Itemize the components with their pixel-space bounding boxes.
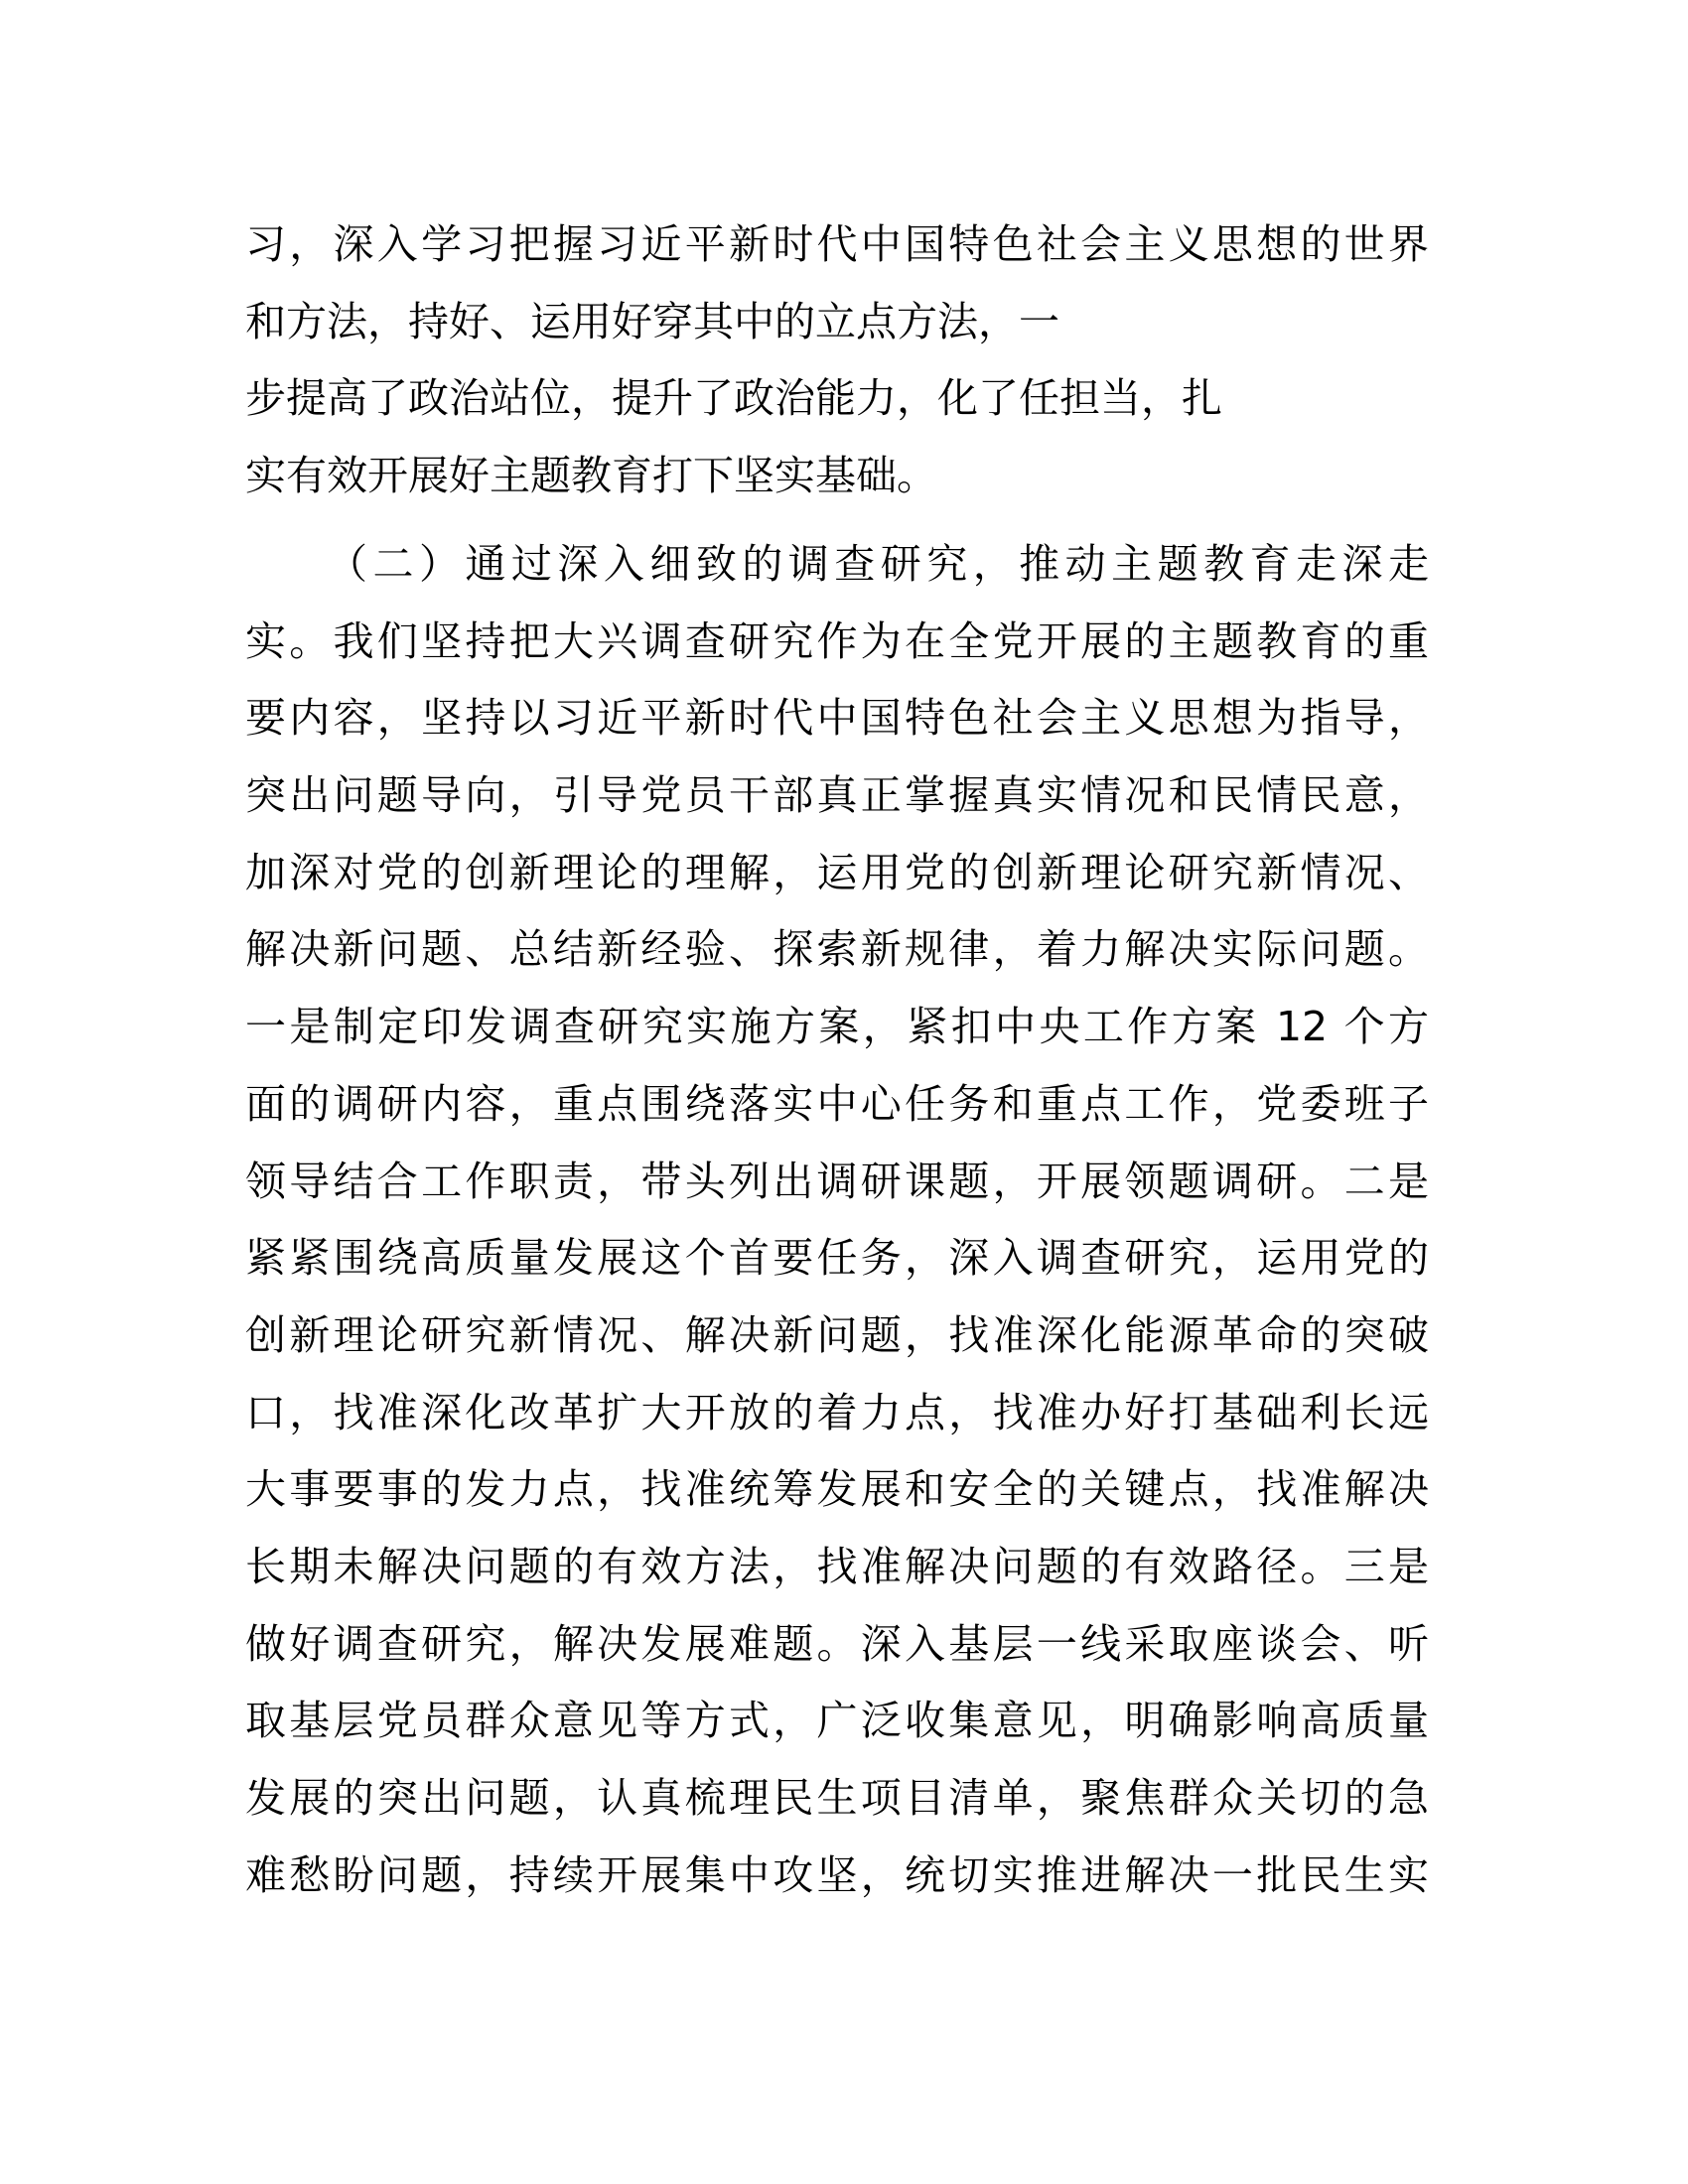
text-line: 口，找准深化改革扩大开放的着力点，找准办好打基础利长远 — [245, 1388, 1429, 1436]
text-line: 加深对党的创新理论的理解，运用党的创新理论研究新情况、 — [245, 848, 1429, 896]
text-line: 紧紧围绕高质量发展这个首要任务，深入调查研究，运用党的 — [245, 1234, 1429, 1283]
text-line: 解决新问题、总结新经验、探索新规律，着力解决实际问题。 — [245, 925, 1429, 974]
section-heading-line: （二）通过深入细致的调查研究，推动主题教育走深走 — [327, 540, 1429, 588]
text-line: 步提高了政治站位，提升了政治能力，化了任担当，扎 — [245, 374, 1222, 423]
text-line: 做好调查研究，解决发展难题。深入基层一线采取座谈会、听 — [245, 1619, 1429, 1668]
text-line: 发展的突出问题，认真梳理民生项目清单，聚焦群众关切的急 — [245, 1774, 1429, 1822]
text-line: 要内容，坚持以习近平新时代中国特色社会主义思想为指导， — [245, 694, 1429, 743]
text-line: 突出问题导向，引导党员干部真正掌握真实情况和民情民意， — [245, 771, 1429, 820]
text-line: 取基层党员群众意见等方式，广泛收集意见，明确影响高质量 — [245, 1697, 1429, 1745]
paragraph-2 — [245, 526, 1429, 1914]
text-line: 面的调研内容，重点围绕落实中心任务和重点工作，党委班子 — [245, 1079, 1429, 1128]
text-line: 和方法，持好、运用好穿其中的立点方法，一 — [245, 297, 1059, 345]
text-line: 大事要事的发力点，找准统筹发展和安全的关键点，找准解决 — [245, 1465, 1429, 1514]
text-line: 习，深入学习把握习近平新时代中国特色社会主义思想的世界 — [245, 220, 1429, 268]
text-line: 创新理论研究新情况、解决新问题，找准深化能源革命的突破 — [245, 1310, 1429, 1359]
text-line: 长期未解决问题的有效方法，找准解决问题的有效路径。三是 — [245, 1542, 1429, 1590]
text-line: 领导结合工作职责，带头列出调研课题，开展领题调研。二是 — [245, 1157, 1429, 1205]
text-line: 实。我们坚持把大兴调查研究作为在全党开展的主题教育的重 — [245, 616, 1429, 665]
text-line: 一是制定印发调查研究实施方案，紧扣中央工作方案 12 个方 — [245, 1003, 1429, 1051]
text-line: 难愁盼问题，持续开展集中攻坚，统切实推进解决一批民生实 — [245, 1850, 1429, 1899]
paragraph-1 — [245, 206, 1429, 515]
text-line: 实有效开展好主题教育打下坚实基础。 — [245, 452, 937, 500]
